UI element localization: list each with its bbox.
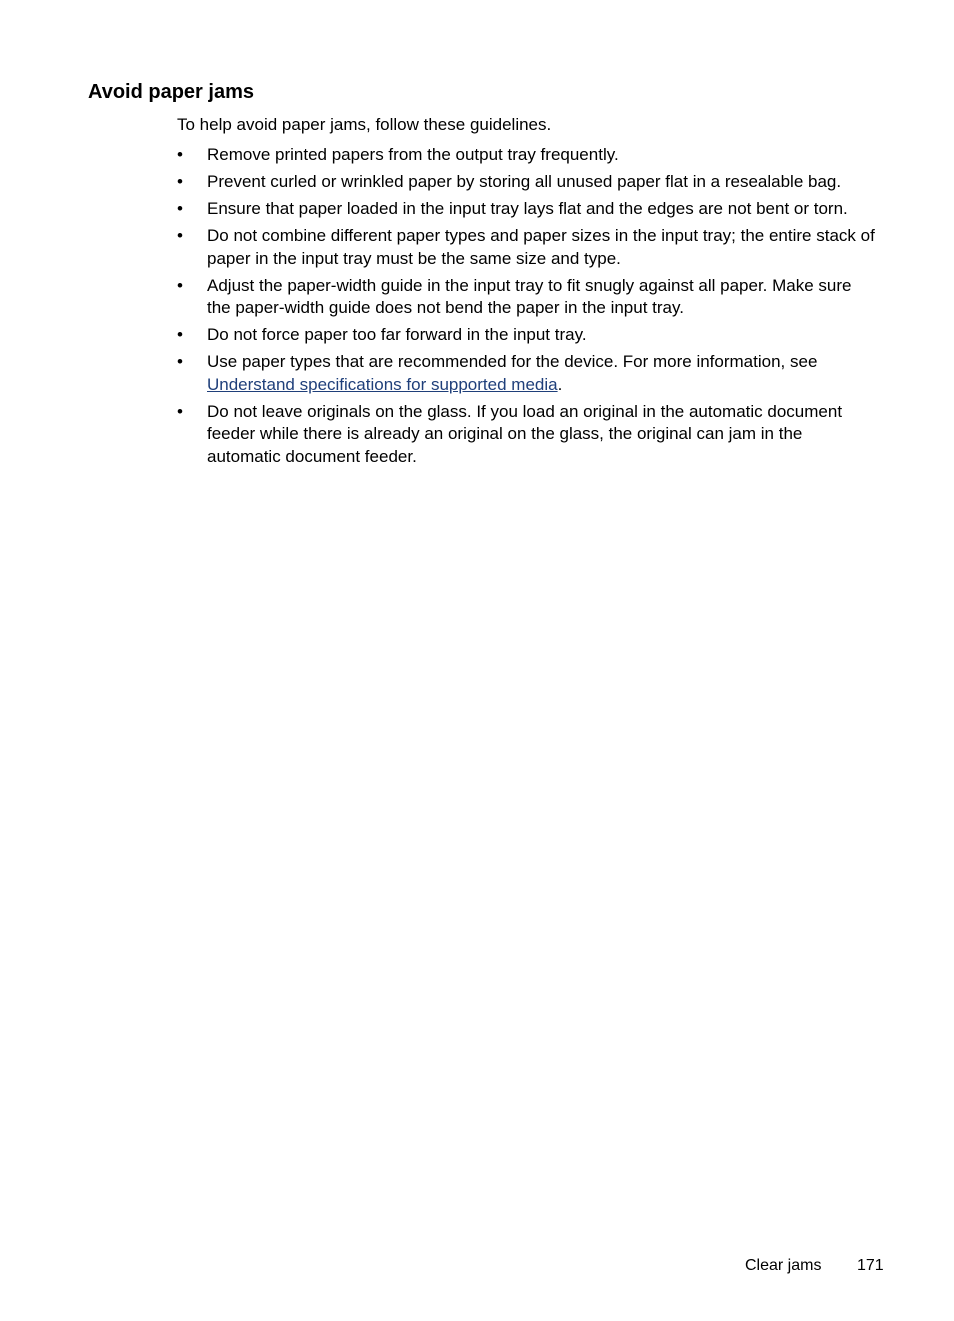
supported-media-link[interactable]: Understand specifications for supported media bbox=[207, 374, 558, 394]
list-item-text: Ensure that paper loaded in the input tray lays flat and the edges are not bent or torn. bbox=[207, 199, 848, 218]
footer-section-name: Clear jams bbox=[745, 1257, 822, 1274]
guidelines-list bbox=[177, 144, 877, 473]
bullet-icon: • bbox=[177, 145, 183, 164]
list-item bbox=[177, 144, 877, 167]
bullet-icon: • bbox=[177, 226, 183, 245]
list-item bbox=[177, 171, 877, 194]
list-item-text: Do not leave originals on the glass. If you load an original in the automatic document feeder while there is already an original on the glass, the original can jam in the automatic document feeder. bbox=[207, 401, 843, 466]
list-item bbox=[177, 324, 877, 347]
list-item-text: Remove printed papers from the output tray frequently. bbox=[207, 145, 619, 164]
list-item-text: Do not force paper too far forward in the input tray. bbox=[207, 325, 587, 344]
bullet-icon: • bbox=[177, 199, 183, 218]
section-heading: Avoid paper jams bbox=[88, 81, 254, 103]
list-item bbox=[177, 351, 877, 396]
page-number: 171 bbox=[857, 1257, 884, 1274]
list-item-text: Adjust the paper-width guide in the input tray to fit snugly against all paper. Make sure the paper-width guide does not bend the paper in the input tray. bbox=[207, 275, 852, 317]
list-item-text: Prevent curled or wrinkled paper by storing all unused paper flat in a resealable bag. bbox=[207, 172, 842, 191]
list-item bbox=[177, 401, 877, 469]
bullet-icon: • bbox=[177, 325, 183, 344]
list-item-text: Do not combine different paper types and paper sizes in the input tray; the entire stack of paper in the input tray must be the same size and type. bbox=[207, 226, 875, 268]
bullet-icon: • bbox=[177, 275, 183, 295]
intro-paragraph: To help avoid paper jams, follow these guidelines. bbox=[177, 115, 552, 134]
list-item bbox=[177, 198, 877, 221]
bullet-icon: • bbox=[177, 352, 183, 371]
list-item-text: Use paper types that are recommended for the device. For more information, see Understand specifications for supported media. bbox=[207, 352, 818, 394]
list-item bbox=[177, 225, 877, 270]
bullet-icon: • bbox=[177, 172, 183, 191]
bullet-icon: • bbox=[177, 401, 183, 421]
list-item bbox=[177, 275, 877, 320]
